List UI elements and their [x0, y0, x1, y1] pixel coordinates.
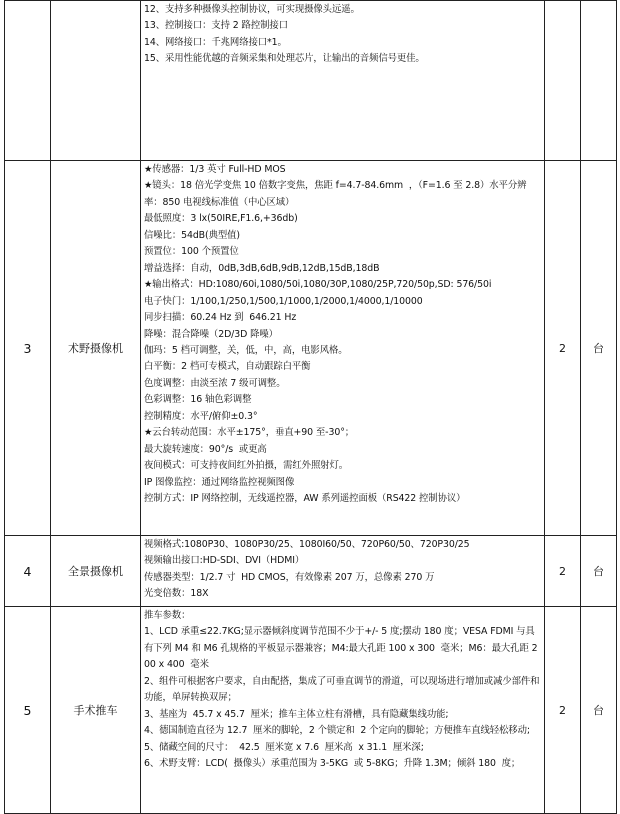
spec-line: 色彩调整：16 轴色彩调整: [144, 394, 252, 406]
unit: 台: [581, 536, 617, 607]
row-number: 3: [5, 161, 51, 536]
spec-line: 白平衡：2 档可专模式，自动跟踪白平衡: [144, 361, 311, 373]
spec-line: 1、LCD 承重≤22.7KG;显示器倾斜度调节范围不少于+/- 5 度;摆动 180 度；VESA FDMI 与具有下列 M4 和 M6 孔规格的平板显示器兼容；M4:最大孔距 100 x 300 毫米；M6：最大孔距 200 x 400 毫米: [144, 626, 538, 671]
specification-cell: [141, 161, 545, 536]
spec-line: 色度调整：由淡至浓 7 级可调整。: [144, 377, 286, 389]
spec-line: 2、组件可根据客户要求，自由配搭，集成了可垂直调节的滑道，可以现场进行增加或减少部件和功能，单屏转换双屏；: [144, 675, 540, 704]
specification-cell: [141, 1, 545, 161]
row-number: [5, 1, 51, 161]
spec-line: 最低照度：3 lx(50IRE,F1.6,+36db): [144, 213, 298, 225]
specification-cell: [141, 607, 545, 814]
spec-line: 最大旋转速度：90°/s 或更高: [144, 443, 267, 455]
spec-line: 增益选择：自动，0dB,3dB,6dB,9dB,12dB,15dB,18dB: [144, 262, 380, 274]
unit: [581, 1, 617, 161]
spec-line: ★云台转动范围：水平±175°，垂直+90 至-30°；: [144, 427, 355, 439]
spec-line: ★传感器：1/3 英寸 Full-HD MOS: [144, 164, 286, 175]
spec-line: 15、采用性能优越的音频采集和处理芯片，让输出的音频信号更佳。: [144, 53, 425, 65]
spec-line: 伽玛：5 档可调整，关，低，中，高，电影风格。: [144, 344, 348, 356]
table-row: [5, 1, 617, 161]
spec-line: 12、支持多种摄像头控制协议，可实现摄像头远遥。: [144, 4, 360, 15]
spec-line: 同步扫描：60.24 Hz 到 646.21 Hz: [144, 312, 297, 324]
table-row: [5, 536, 617, 607]
spec-line: 5、储藏空间的尺寸： 42.5 厘米宽 x 7.6 厘米高 x 31.1 厘米深;: [144, 741, 424, 753]
spec-line: ★镜头：18 倍光学变焦 10 倍数字变焦，焦距 f=4.7-84.6mm ，（F=1.6 至 2.8）水平分辨率：850 电视线标准值（中心区域）: [144, 180, 527, 208]
spec-line: 控制方式：IP 网络控制，无线遥控器，AW 系列遥控面板（RS422 控制协议）: [144, 493, 466, 505]
spec-line: 视频格式:1080P30、1080P30/25、1080I60/50、720P60/50、720P30/25: [144, 539, 470, 550]
spec-line: 14、网络接口：千兆网络接口*1。: [144, 36, 287, 48]
spec-line: 6、术野支臂：LCD( 摄像头）承重范围为 3-5KG 或 5-8KG；升降 1.3M；倾斜 180 度；: [144, 758, 521, 770]
spec-line: 4、德国制造直径为 12.7 厘米的脚轮，2 个锁定和 2 个定向的脚轮；方便推车直线轻松移动;: [144, 725, 530, 737]
item-name: 全景摄像机: [51, 536, 141, 607]
quantity: 2: [545, 607, 581, 814]
item-name: 术野摄像机: [51, 161, 141, 536]
specification-cell: [141, 536, 545, 607]
spec-line: 信噪比：54dB(典型值): [144, 229, 240, 241]
spec-line: 视频输出接口:HD-SDI、DVI（HDMI）: [144, 555, 305, 567]
unit: 台: [581, 161, 617, 536]
equipment-table-body: [5, 1, 617, 814]
unit: 台: [581, 607, 617, 814]
spec-line: 预置位：100 个预置位: [144, 246, 239, 258]
table-row: [5, 161, 617, 536]
row-number: 5: [5, 607, 51, 814]
spec-line: 夜间模式：可支持夜间红外拍摄，需红外照射灯。: [144, 460, 349, 472]
row-number: 4: [5, 536, 51, 607]
spec-line: 降噪：混合降噪（2D/3D 降噪）: [144, 328, 278, 340]
table-row: [5, 607, 617, 814]
spec-line: ★输出格式：HD:1080/60i,1080/50i,1080/30P,1080/25P,720/50p,SD: 576/50i: [144, 279, 492, 291]
equipment-table: [4, 0, 617, 814]
spec-line: 传感器类型：1/2.7 寸 HD CMOS，有效像素 207 万，总像素 270 万: [144, 571, 435, 583]
quantity: 2: [545, 536, 581, 607]
quantity: 2: [545, 161, 581, 536]
spec-line: 3、基座为 45.7 x 45.7 厘米；推车主体立柱有滑槽，具有隐藏集线功能;: [144, 708, 449, 720]
spec-line: 推车参数：: [144, 610, 191, 621]
item-name: [51, 1, 141, 161]
spec-line: IP 图像监控：通过网络监控视频图像: [144, 476, 295, 488]
spec-line: 控制精度：水平/俯仰±0.3°: [144, 410, 258, 422]
spec-line: 13、控制接口：支持 2 路控制接口: [144, 20, 288, 32]
quantity: [545, 1, 581, 161]
spec-line: 电子快门：1/100,1/250,1/500,1/1000,1/2000,1/4000,1/10000: [144, 295, 423, 307]
spec-line: 光变倍数：18X: [144, 588, 209, 600]
item-name: 手术推车: [51, 607, 141, 814]
